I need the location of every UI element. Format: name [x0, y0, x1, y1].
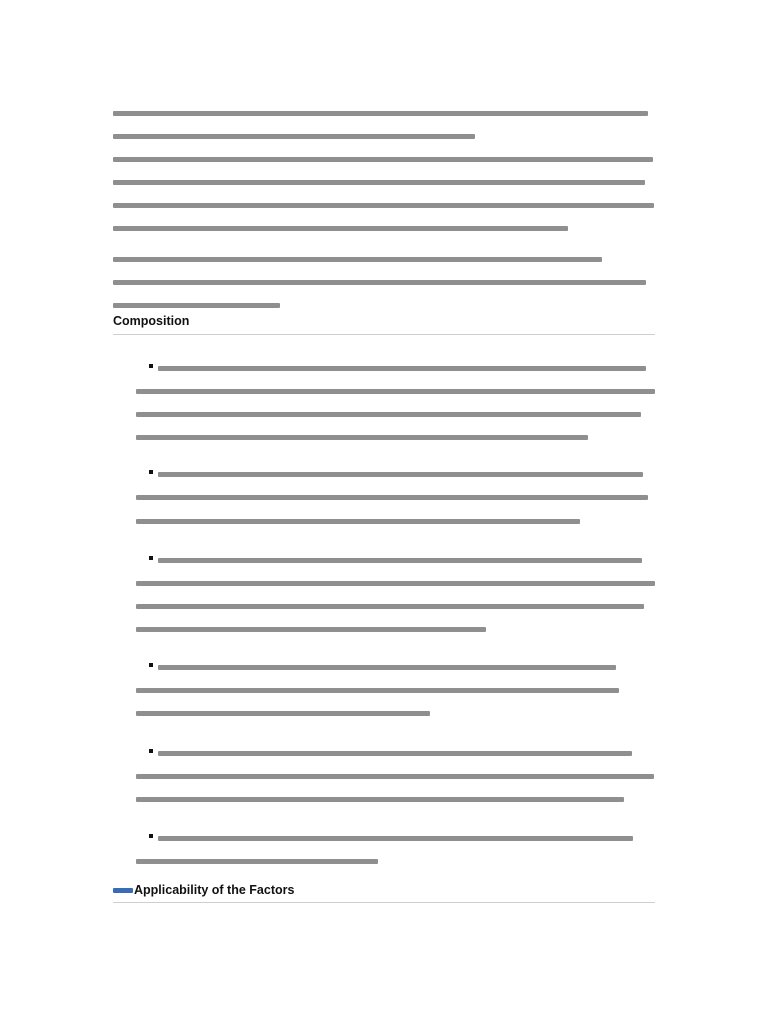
list-text-line	[136, 495, 648, 500]
list-bullet	[149, 663, 153, 667]
applicability-divider	[113, 902, 655, 903]
intro-text-line	[113, 111, 648, 116]
list-text-line	[136, 581, 655, 586]
list-text-line	[158, 472, 643, 477]
list-text-line	[136, 412, 641, 417]
list-text-line	[136, 627, 486, 632]
intro-text-line	[113, 226, 568, 231]
intro-text-line	[113, 303, 280, 308]
list-text-line	[158, 751, 632, 756]
list-text-line	[136, 774, 654, 779]
intro-text-line	[113, 257, 602, 262]
list-bullet	[149, 364, 153, 368]
intro-text-line	[113, 134, 475, 139]
list-text-line	[136, 797, 624, 802]
list-text-line	[136, 435, 588, 440]
list-text-line	[136, 688, 619, 693]
applicability-heading-text: Applicability of the Factors	[134, 883, 295, 897]
list-bullet	[149, 470, 153, 474]
list-text-line	[158, 836, 633, 841]
list-text-line	[136, 604, 644, 609]
list-text-line	[158, 665, 616, 670]
list-text-line	[158, 366, 646, 371]
intro-text-line	[113, 203, 654, 208]
composition-divider	[113, 334, 655, 335]
list-text-line	[158, 558, 642, 563]
edit-link[interactable]	[113, 888, 133, 893]
applicability-heading	[113, 883, 294, 897]
intro-text-line	[113, 280, 646, 285]
list-text-line	[136, 519, 580, 524]
composition-heading: Composition	[113, 314, 190, 328]
list-text-line	[136, 859, 378, 864]
list-bullet	[149, 834, 153, 838]
list-text-line	[136, 711, 430, 716]
intro-text-line	[113, 180, 645, 185]
list-bullet	[149, 749, 153, 753]
list-text-line	[136, 389, 655, 394]
list-bullet	[149, 556, 153, 560]
intro-text-line	[113, 157, 653, 162]
